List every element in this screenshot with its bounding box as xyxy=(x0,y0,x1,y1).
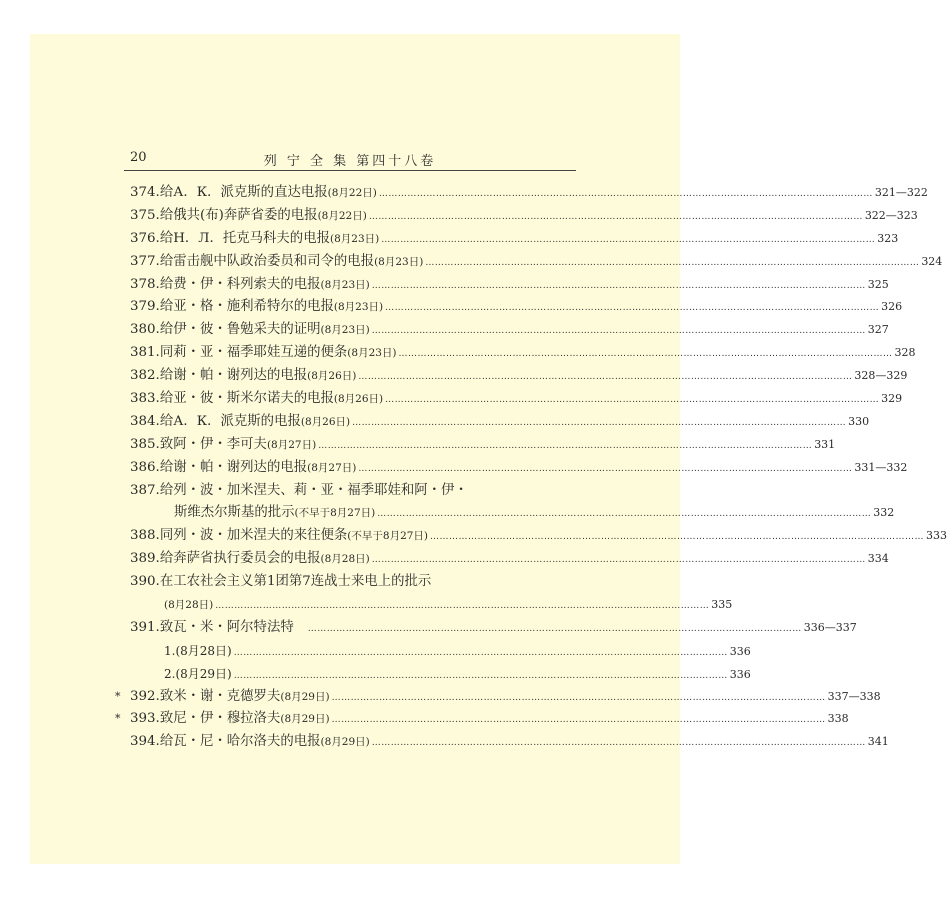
table-of-contents xyxy=(115,182,947,754)
leader-dots: ………………………………………………………………………………………………………………………………………… xyxy=(318,440,813,451)
asterisk-mark: * xyxy=(115,689,121,703)
asterisk-mark: * xyxy=(115,712,121,726)
entry-title: 376.给Н．Л．托克马科夫的电报(8月23日) xyxy=(130,230,380,246)
toc-entry xyxy=(130,205,918,228)
entry-title: (8月28日) xyxy=(164,599,214,612)
page-number: 20 xyxy=(130,150,147,165)
toc-entry xyxy=(130,525,947,548)
entry-page: 337—338 xyxy=(827,689,881,703)
leader-dots: ………………………………………………………………………………………………………………………………………… xyxy=(385,303,880,314)
toc-entry xyxy=(115,708,849,731)
entry-page: 336—337 xyxy=(803,620,857,634)
toc-entry xyxy=(130,228,899,251)
leader-dots: ………………………………………………………………………………………………………………………………………… xyxy=(358,463,853,474)
entry-page: 331 xyxy=(814,437,836,451)
entry-page: 338 xyxy=(827,712,849,726)
leader-dots: ………………………………………………………………………………………………………………………………………… xyxy=(371,555,866,566)
entry-title: 390.在工农社会主义第1团第7连战士来电上的批示 xyxy=(130,574,432,590)
entry-title: 386.给谢・帕・谢列达的电报(8月27日) xyxy=(130,459,357,475)
leader-dots: ………………………………………………………………………………………………………………………………………… xyxy=(377,509,872,520)
entry-page: 324 xyxy=(921,254,943,268)
toc-entry xyxy=(115,686,881,709)
entry-title: 392.致米・谢・克德罗夫(8月29日) xyxy=(130,688,330,704)
entry-title: 388.同列・波・加米涅夫的来往便条(不早于8月27日) xyxy=(130,528,429,544)
leader-dots: ………………………………………………………………………………………………………………………………………… xyxy=(352,417,847,428)
leader-dots: ………………………………………………………………………………………………………………………………………… xyxy=(430,532,925,543)
leader-dots: ………………………………………………………………………………………………………………………………………… xyxy=(371,738,866,749)
entry-title: 393.致尼・伊・穆拉洛夫(8月29日) xyxy=(130,711,330,727)
running-title: 列 宁 全 集 第四十八卷 xyxy=(263,154,437,169)
leader-dots: ………………………………………………………………………………………………………………………………………… xyxy=(425,257,920,268)
entry-page: 328 xyxy=(894,346,916,360)
entry-page: 336 xyxy=(729,667,751,681)
toc-entry xyxy=(130,434,836,457)
entry-title: 384.给А．К．派克斯的电报(8月26日) xyxy=(130,413,351,429)
toc-entry xyxy=(130,251,943,274)
entry-page: 333 xyxy=(926,529,947,543)
entry-title: 374.给А．К．派克斯的直达电报(8月22日) xyxy=(130,185,377,200)
entry-title: 381.同莉・亚・福季耶娃互递的便条(8月23日) xyxy=(130,345,397,361)
entry-page: 325 xyxy=(867,277,889,291)
leader-dots: ………………………………………………………………………………………………………………………………………… xyxy=(233,647,728,658)
leader-dots: ………………………………………………………………………………………………………………………………………… xyxy=(331,692,826,703)
leader-dots: ………………………………………………………………………………………………………………………………………… xyxy=(307,623,802,634)
entry-page: 335 xyxy=(711,598,733,612)
entry-page: 330 xyxy=(848,414,870,428)
entry-title: 389.给奔萨省执行委员会的电报(8月28日) xyxy=(130,551,370,567)
page-header xyxy=(124,150,576,171)
entry-page: 321—322 xyxy=(874,186,928,199)
toc-entry xyxy=(130,411,870,434)
toc-entry xyxy=(130,388,903,411)
entry-title: 391.致瓦・米・阿尔特法特 xyxy=(130,619,294,635)
leader-dots: ………………………………………………………………………………………………………………………………………… xyxy=(371,280,866,291)
entry-title: 2.(8月29日) xyxy=(164,666,232,681)
entry-title: 斯维杰尔斯基的批示(不早于8月27日) xyxy=(174,505,376,521)
entry-page: 323 xyxy=(877,231,899,245)
toc-entry-continuation xyxy=(130,502,895,525)
entry-title: 382.给谢・帕・谢列达的电报(8月26日) xyxy=(130,368,357,384)
entry-page: 341 xyxy=(867,735,889,749)
entry-page: 336 xyxy=(729,644,751,658)
entry-title: 375.给俄共(布)奔萨省委的电报(8月22日) xyxy=(130,207,367,223)
entry-title: 378.给费・伊・科列索夫的电报(8月23日) xyxy=(130,276,370,292)
entry-page: 332 xyxy=(873,506,895,520)
entry-title: 1.(8月28日) xyxy=(164,643,232,658)
toc-entry xyxy=(130,342,916,365)
leader-dots: ………………………………………………………………………………………………………………………………………… xyxy=(381,234,876,245)
toc-entry xyxy=(130,548,889,571)
entry-title: 383.给亚・彼・斯米尔诺夫的电报(8月26日) xyxy=(130,391,384,407)
toc-entry-continuation xyxy=(130,594,733,617)
entry-page: 334 xyxy=(867,552,889,566)
leader-dots: ………………………………………………………………………………………………………………………………………… xyxy=(331,715,826,726)
leader-dots: ………………………………………………………………………………………………………………………………………… xyxy=(358,372,853,383)
leader-dots: ………………………………………………………………………………………………………………………………………… xyxy=(398,349,893,360)
toc-entry xyxy=(130,365,908,388)
toc-subentry xyxy=(130,663,751,686)
leader-dots: ………………………………………………………………………………………………………………………………………… xyxy=(378,189,873,199)
entry-page: 327 xyxy=(867,323,889,337)
leader-dots: ………………………………………………………………………………………………………………………………………… xyxy=(233,670,728,681)
toc-entry xyxy=(130,731,889,754)
leader-dots: ………………………………………………………………………………………………………………………………………… xyxy=(215,601,710,612)
toc-entry xyxy=(130,319,889,342)
entry-title: 394.给瓦・尼・哈尔洛夫的电报(8月29日) xyxy=(130,734,370,750)
entry-title: 385.致阿・伊・李可夫(8月27日) xyxy=(130,436,317,452)
entry-title: 380.给伊・彼・鲁勉采夫的证明(8月23日) xyxy=(130,322,370,338)
toc-entry xyxy=(130,182,928,205)
leader-dots: ………………………………………………………………………………………………………………………………………… xyxy=(368,211,863,222)
toc-entry xyxy=(130,457,908,480)
leader-dots: ………………………………………………………………………………………………………………………………………… xyxy=(371,326,866,337)
entry-page: 328—329 xyxy=(854,369,908,383)
toc-entry xyxy=(130,274,889,297)
entry-title: 377.给雷击舰中队政治委员和司令的电报(8月23日) xyxy=(130,253,424,269)
toc-entry xyxy=(130,480,576,503)
entry-title: 379.给亚・格・施利希特尔的电报(8月23日) xyxy=(130,299,384,315)
leader-dots: ………………………………………………………………………………………………………………………………………… xyxy=(385,395,880,406)
toc-entry xyxy=(130,571,576,594)
entry-page: 331—332 xyxy=(854,460,908,474)
toc-entry xyxy=(130,617,857,640)
toc-subentry xyxy=(130,640,751,663)
entry-page: 329 xyxy=(881,392,903,406)
entry-page: 326 xyxy=(881,300,903,314)
entry-title: 387.给列・波・加米涅夫、莉・亚・福季耶娃和阿・伊・ xyxy=(130,482,468,498)
toc-entry xyxy=(130,296,903,319)
entry-page: 322—323 xyxy=(864,208,918,222)
